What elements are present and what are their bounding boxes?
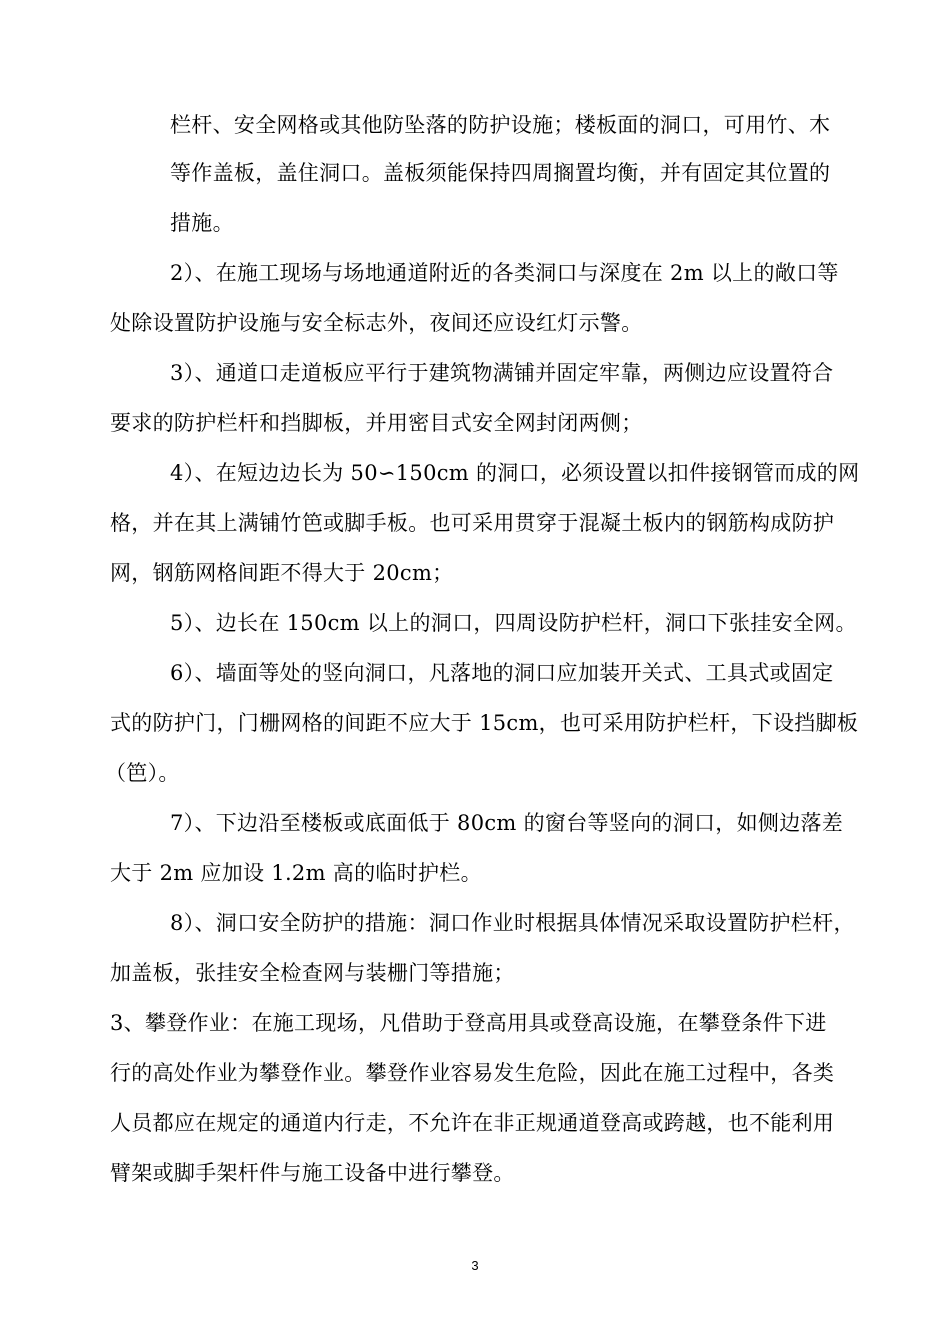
text-line-2: 等作盖板，盖住洞口。盖板须能保持四周搁置均衡，并有固定其位置的 bbox=[170, 161, 831, 185]
text-line-21: 人员都应在规定的通道内行走，不允许在非正规通道登高或跨越，也不能利用 bbox=[110, 1111, 835, 1135]
text-line-6: 3）、通道口走道板应平行于建筑物满铺并固定牢靠，两侧边应设置符合 bbox=[170, 361, 834, 385]
page-number: 3 bbox=[471, 1258, 479, 1273]
text-line-7: 要求的防护栏杆和挡脚板，并用密目式安全网封闭两侧； bbox=[110, 411, 643, 435]
text-line-16: 大于 2m 应加设 1.2m 高的临时护栏。 bbox=[110, 861, 482, 885]
text-line-20: 行的高处作业为攀登作业。攀登作业容易发生危险，因此在施工过程中，各类 bbox=[110, 1061, 835, 1085]
text-line-3: 措施。 bbox=[170, 211, 234, 235]
text-line-12: 6）、墙面等处的竖向洞口，凡落地的洞口应加装开关式、工具式或固定 bbox=[170, 661, 834, 685]
text-line-4: 2）、在施工现场与场地通道附近的各类洞口与深度在 2m 以上的敞口等 bbox=[170, 261, 839, 285]
text-line-1: 栏杆、安全网格或其他防坠落的防护设施；楼板面的洞口，可用竹、木 bbox=[170, 113, 831, 137]
text-line-18: 加盖板，张挂安全检查网与装栅门等措施； bbox=[110, 961, 515, 985]
text-line-22: 臂架或脚手架杆件与施工设备中进行攀登。 bbox=[110, 1161, 515, 1185]
text-line-10: 网，钢筋网格间距不得大于 20cm； bbox=[110, 561, 454, 585]
text-line-15: 7）、下边沿至楼板或底面低于 80cm 的窗台等竖向的洞口，如侧边落差 bbox=[170, 811, 844, 835]
text-line-17: 8）、洞口安全防护的措施：洞口作业时根据具体情况采取设置防护栏杆， bbox=[170, 911, 855, 935]
text-line-13: 式的防护门，门栅网格的间距不应大于 15cm，也可采用防护栏杆，下设挡脚板 bbox=[110, 711, 859, 735]
text-line-19: 3、攀登作业：在施工现场，凡借助于登高用具或登高设施，在攀登条件下进 bbox=[110, 1011, 827, 1035]
text-line-5: 处除设置防护设施与安全标志外，夜间还应设红灯示警。 bbox=[110, 311, 643, 335]
text-line-11: 5）、边长在 150cm 以上的洞口，四周设防护栏杆，洞口下张挂安全网。 bbox=[170, 611, 857, 635]
text-line-14: （笆）。 bbox=[105, 761, 180, 785]
text-line-8: 4）、在短边边长为 50∽150cm 的洞口，必须设置以扣件接钢管而成的网 bbox=[170, 461, 860, 485]
text-line-9: 格，并在其上满铺竹笆或脚手板。也可采用贯穿于混凝土板内的钢筋构成防护 bbox=[110, 511, 835, 535]
